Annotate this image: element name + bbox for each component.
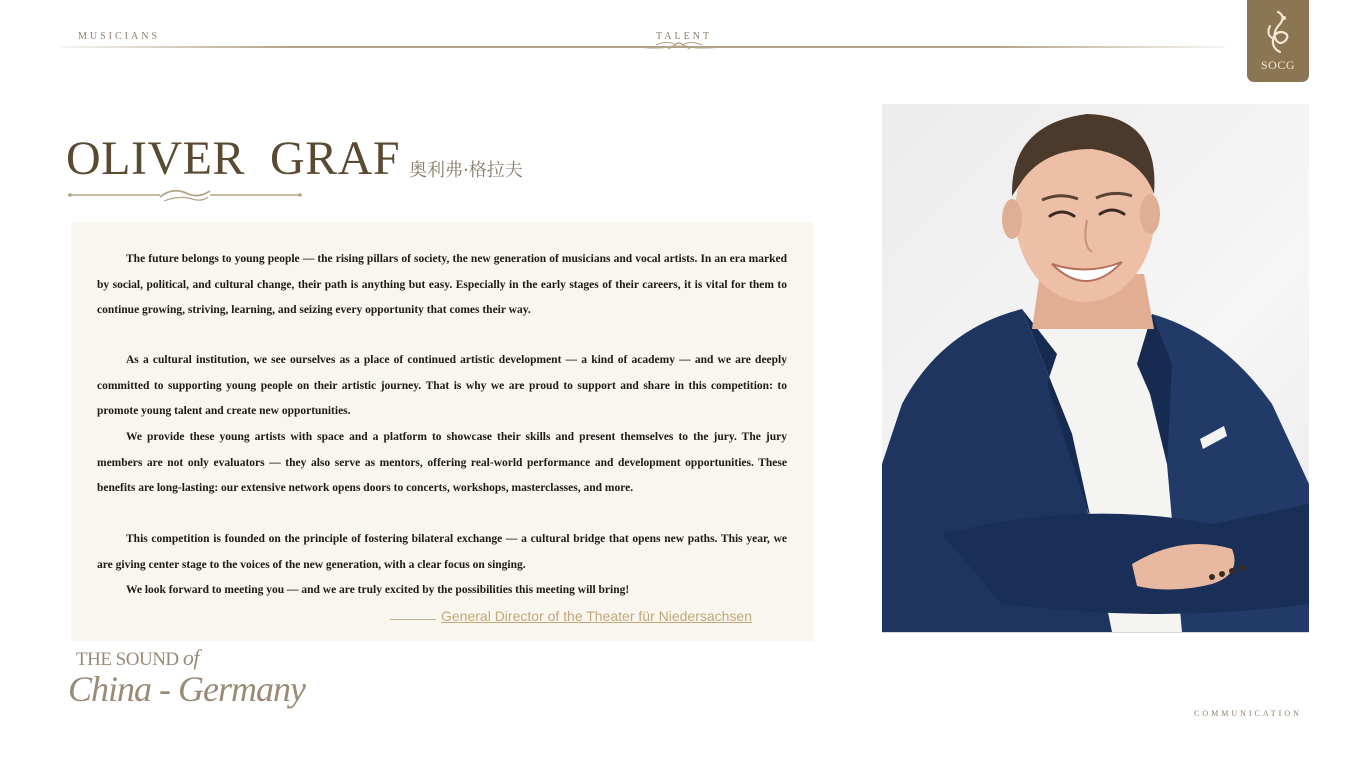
- logo-text: SOCG: [1260, 58, 1295, 72]
- header-left-label: MUSICIANS: [78, 31, 161, 42]
- brand-sound-text: THE SOUND: [76, 649, 179, 670]
- letter-panel: [71, 222, 813, 641]
- signature-dash: [390, 619, 436, 620]
- paragraph-4: This competition is founded on the principle of fostering bilateral exchange — a cultural bridge that opens new paths. This year, we are giving center stage to the voices of the new generation, with a clear focus on singing.: [97, 533, 787, 571]
- header-ornament-icon: [638, 36, 720, 52]
- paragraph-1: The future belongs to young people — the rising pillars of society, the new generation of musicians and vocal artists. In an era marked by social, political, and cultural change, their path is anything but easy. Especially in the early stages of their careers, it is vital for them to continue growing, striving, learning, and seizing every opportunity that comes their way.: [97, 253, 787, 316]
- paragraph-3: We provide these young artists with space and a platform to showcase their skills and present themselves to the jury. The jury members are not only evaluators — they also serve as mentors, offering real-world performance and development opportunities. These benefits are long-lasting: our extensive network opens doors to concerts, workshops, masterclasses, and more.: [97, 431, 787, 494]
- paragraph-2: As a cultural institution, we see ourselves as a place of continued artistic development — a kind of academy — and we are deeply committed to supporting young people on their artistic journey. That is why we are proud to support and share in this competition: to promote young talent and create new opportunities.: [97, 354, 787, 417]
- footer-right-label: COMMUNICATION: [1194, 709, 1302, 718]
- treble-clef-icon: [1262, 8, 1294, 56]
- portrait-photo: [882, 104, 1309, 633]
- paragraph-5: We look forward to meeting you — and we are truly excited by the possibilities this meeting will bring!: [126, 584, 630, 596]
- header-center-label: TALENT: [656, 31, 713, 42]
- portrait-illustration: [882, 104, 1309, 632]
- socg-logo: [1247, 0, 1309, 82]
- person-name-chinese: 奥利弗·格拉夫: [409, 160, 523, 181]
- title-ornament-icon: [68, 185, 302, 205]
- person-name-english: OLIVER GRAF: [66, 132, 401, 185]
- signature-title: General Director of the Theater für Niedersachsen: [441, 608, 753, 624]
- brand-of-text: of: [182, 645, 200, 670]
- brand-tagline-line2: China - Germany: [68, 669, 305, 709]
